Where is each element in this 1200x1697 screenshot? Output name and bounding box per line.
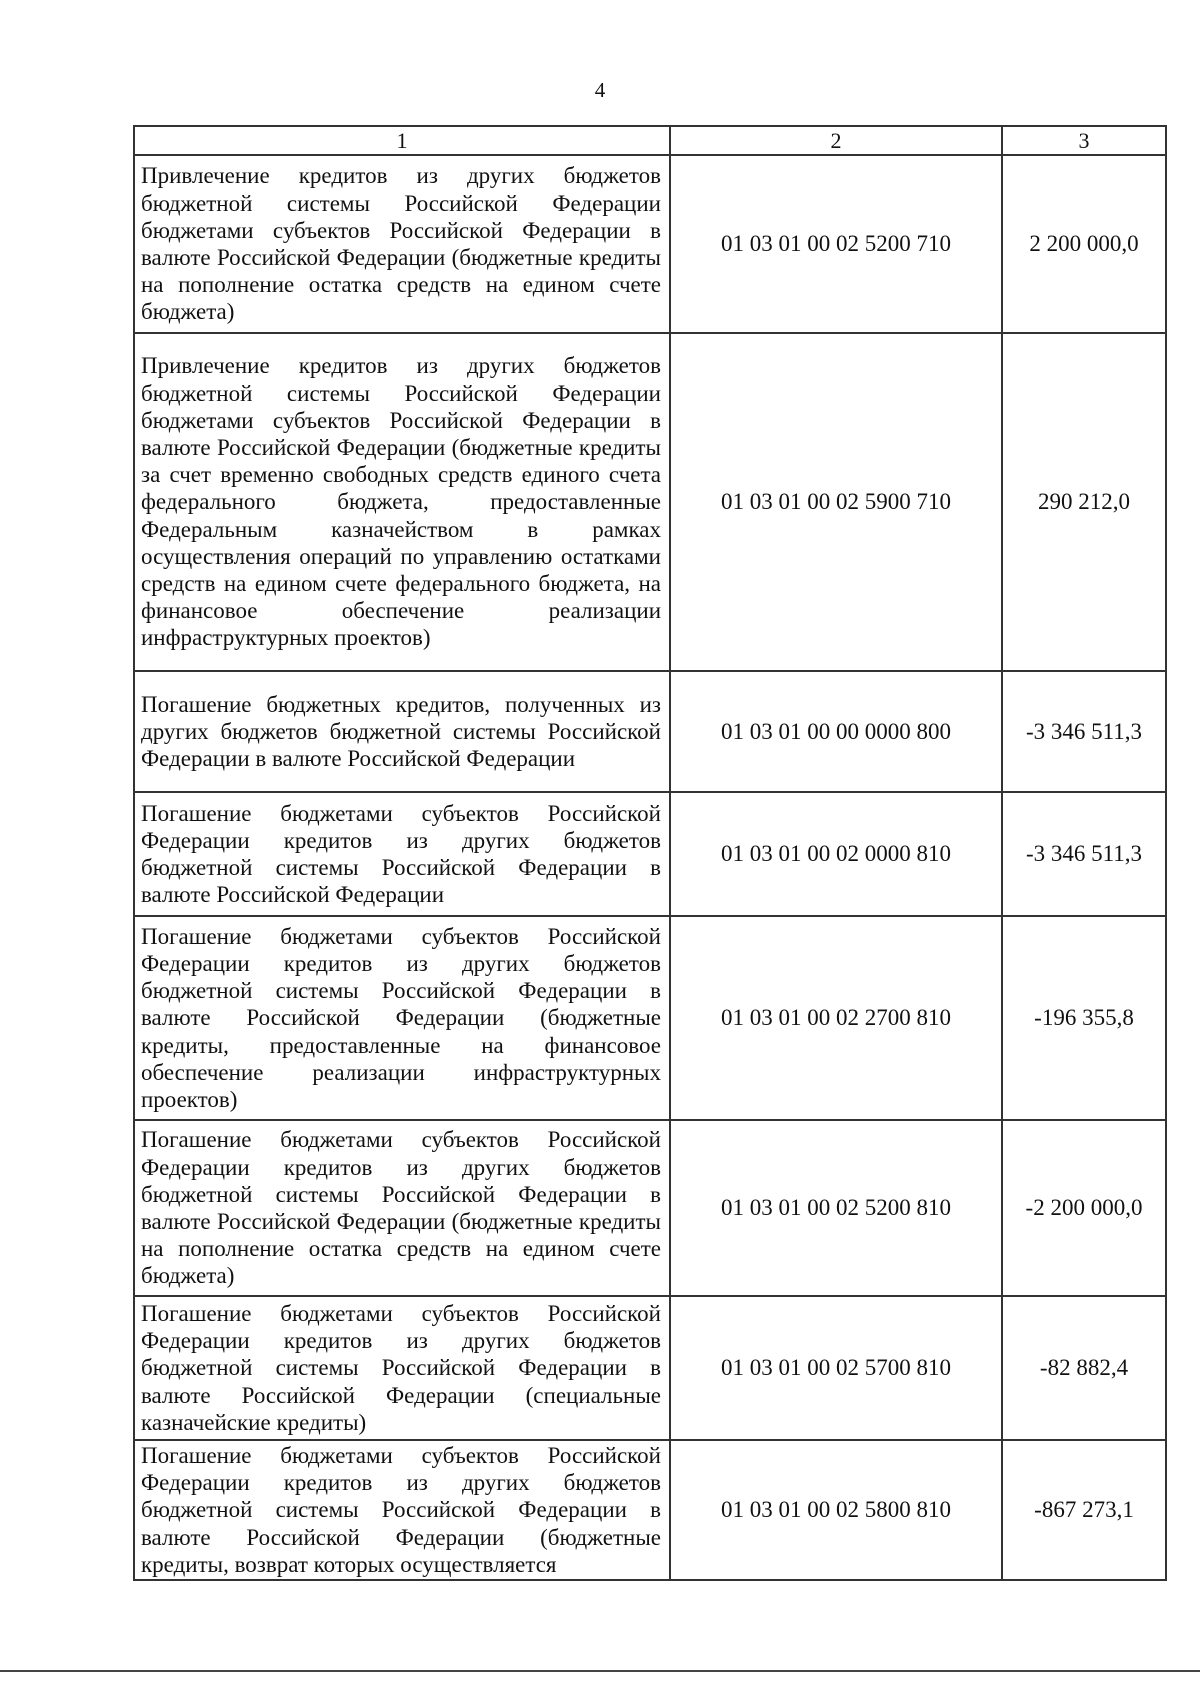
page-bottom-rule	[0, 1670, 1200, 1672]
row-code: 01 03 01 00 02 2700 810	[670, 916, 1002, 1120]
row-amount: -82 882,4	[1002, 1296, 1166, 1440]
row-description: Погашение бюджетами субъектов Российской Федерации кредитов из других бюджетов бюджетной системы Российской Федерации в валюте Российской Федерации (бюджетные кредиты, предоставленные на финансовое обеспечение реализации инфраструктурных проектов)	[134, 916, 670, 1120]
table-row	[134, 1440, 1166, 1580]
row-amount: 290 212,0	[1002, 333, 1166, 671]
row-code: 01 03 01 00 02 0000 810	[670, 792, 1002, 916]
table-row	[134, 333, 1166, 671]
row-description: Погашение бюджетных кредитов, полученных из других бюджетов бюджетной системы Российской Федерации в валюте Российской Федерации	[134, 671, 670, 792]
row-amount: -3 346 511,3	[1002, 671, 1166, 792]
row-description: Погашение бюджетами субъектов Российской Федерации кредитов из других бюджетов бюджетной системы Российской Федерации в валюте Российской Федерации	[134, 792, 670, 916]
column-header-2: 2	[670, 126, 1002, 155]
table-row	[134, 916, 1166, 1120]
row-code: 01 03 01 00 02 5200 810	[670, 1120, 1002, 1296]
row-description: Привлечение кредитов из других бюджетов бюджетной системы Российской Федерации бюджетами субъектов Российской Федерации в валюте Российской Федерации (бюджетные кредиты на пополнение остатка средств на едином счете бюджета)	[134, 155, 670, 333]
row-description: Привлечение кредитов из других бюджетов бюджетной системы Российской Федерации бюджетами субъектов Российской Федерации в валюте Российской Федерации (бюджетные кредиты за счет временно свободных средств единого счета федерального бюджета, предоставленные Федеральным казначейством в рамках осуществления операций по управлению остатками средств на едином счете федерального бюджета, на финансовое обеспечение реализации инфраструктурных проектов)	[134, 333, 670, 671]
row-amount: -867 273,1	[1002, 1440, 1166, 1580]
row-description: Погашение бюджетами субъектов Российской Федерации кредитов из других бюджетов бюджетной системы Российской Федерации в валюте Российской Федерации (бюджетные кредиты на пополнение остатка средств на едином счете бюджета)	[134, 1120, 670, 1296]
table-row	[134, 1120, 1166, 1296]
budget-sources-table	[133, 125, 1167, 1581]
table-row	[134, 155, 1166, 333]
table-row	[134, 671, 1166, 792]
table-row	[134, 1296, 1166, 1440]
row-description: Погашение бюджетами субъектов Российской Федерации кредитов из других бюджетов бюджетной системы Российской Федерации в валюте Российской Федерации (бюджетные кредиты, возврат которых осуществляется	[134, 1440, 670, 1580]
row-code: 01 03 01 00 02 5200 710	[670, 155, 1002, 333]
row-description: Погашение бюджетами субъектов Российской Федерации кредитов из других бюджетов бюджетной системы Российской Федерации в валюте Российской Федерации (специальные казначейские кредиты)	[134, 1296, 670, 1440]
row-code: 01 03 01 00 02 5900 710	[670, 333, 1002, 671]
row-code: 01 03 01 00 00 0000 800	[670, 671, 1002, 792]
row-amount: -196 355,8	[1002, 916, 1166, 1120]
row-amount: -2 200 000,0	[1002, 1120, 1166, 1296]
column-header-1: 1	[134, 126, 670, 155]
table-header-row	[134, 126, 1166, 155]
page-number: 4	[594, 78, 606, 102]
column-header-3: 3	[1002, 126, 1166, 155]
table-row	[134, 792, 1166, 916]
row-code: 01 03 01 00 02 5700 810	[670, 1296, 1002, 1440]
row-amount: -3 346 511,3	[1002, 792, 1166, 916]
row-code: 01 03 01 00 02 5800 810	[670, 1440, 1002, 1580]
row-amount: 2 200 000,0	[1002, 155, 1166, 333]
